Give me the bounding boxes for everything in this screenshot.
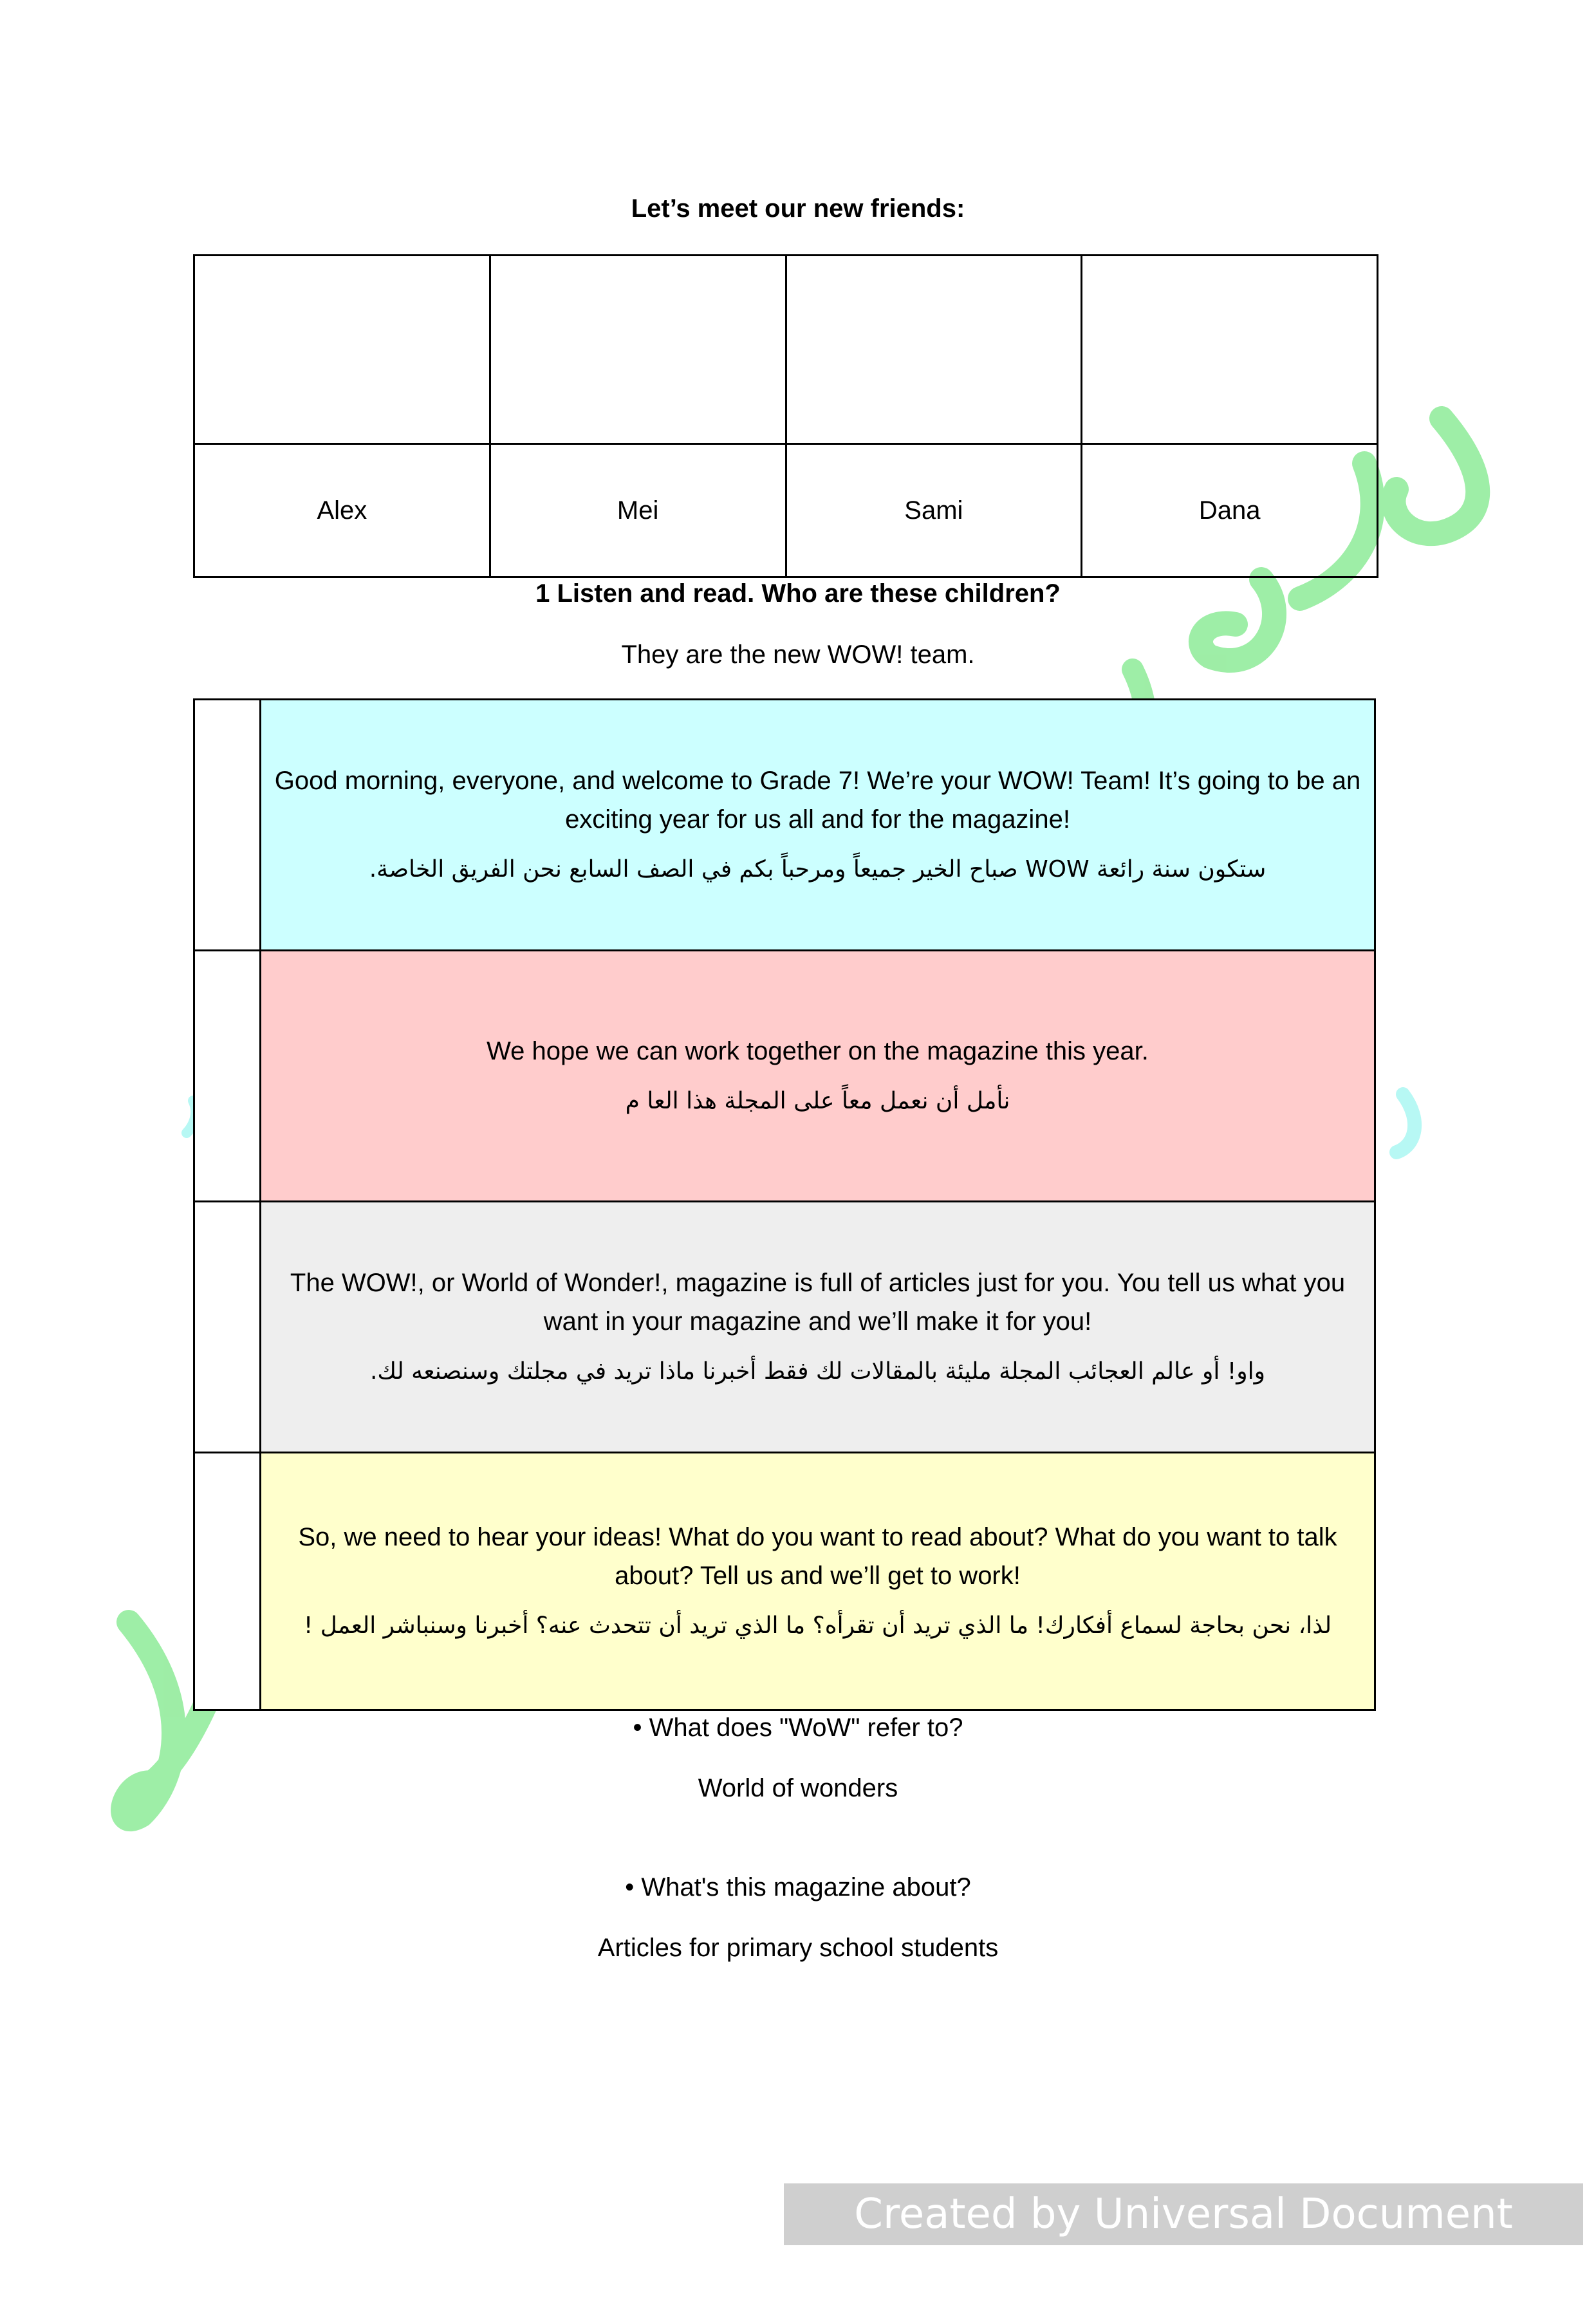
friend-photo-cell <box>194 256 490 444</box>
friend-photo-cell <box>1082 256 1378 444</box>
friend-name: Sami <box>786 444 1082 577</box>
passage-english: Good morning, everyone, and welcome to Grade 7! We’re your WOW! Team! It’s going to be an exciting year for us all and for the magazine! <box>274 766 1361 834</box>
passage-arabic: نأمل أن نعمل معاً على المجلة هذا العا م <box>625 1087 1010 1114</box>
question-1: • What does "WoW" refer to? <box>633 1714 963 1742</box>
number-cell <box>194 1453 261 1710</box>
passage-english: So, we need to hear your ideas! What do you want to read about? What do you want to talk about? Tell us and we’ll get to work! <box>298 1522 1337 1590</box>
friend-name: Alex <box>194 444 490 577</box>
answer-1: World of wonders <box>698 1774 898 1802</box>
number-cell <box>194 951 261 1202</box>
friend-name: Dana <box>1082 444 1378 577</box>
number-cell <box>194 1202 261 1453</box>
friend-name: Mei <box>490 444 786 577</box>
passage-arabic: واو! أو عالم العجائب المجلة مليئة بالمقالات لك فقط أخبرنا ماذا تريد في مجلتك وسنصنعه لك. <box>369 1358 1266 1385</box>
passage-cell <box>261 951 1375 1202</box>
friend-photo-cell <box>786 256 1082 444</box>
exercise-title: 1 Listen and read. Who are these children? <box>535 579 1061 608</box>
passage-english: The WOW!, or World of Wonder!, magazine is full of articles just for you. You tell us what you want in your magazine and we’ll make it for you! <box>290 1268 1346 1336</box>
question-2: • What's this magazine about? <box>625 1873 971 1901</box>
exercise-answer: They are the new WOW! team. <box>621 640 975 669</box>
friends-table <box>193 254 1378 578</box>
friend-photo-cell <box>490 256 786 444</box>
passage-english: We hope we can work together on the magazine this year. <box>487 1036 1149 1065</box>
passage-table <box>193 698 1376 1711</box>
answer-2: Articles for primary school students <box>597 1934 999 1962</box>
page-heading: Let’s meet our new friends: <box>631 194 965 223</box>
converter-watermark: Created by Universal Document Converter <box>784 2183 1583 2245</box>
passage-cell <box>261 700 1375 951</box>
passage-arabic: ستكون سنة رائعة WOW صباح الخير جميعاً ومرحباً بكم في الصف السابع نحن الفريق الخاصة. <box>369 855 1267 883</box>
passage-cell <box>261 1202 1375 1453</box>
passage-cell <box>261 1453 1375 1710</box>
passage-arabic: لذا، نحن بحاجة لسماع أفكارك! ما الذي تريد أن تقرأه؟ ما الذي تريد أن تتحدث عنه؟ أخبرنا وسنباشر العمل ! <box>303 1612 1332 1639</box>
number-cell <box>194 700 261 951</box>
